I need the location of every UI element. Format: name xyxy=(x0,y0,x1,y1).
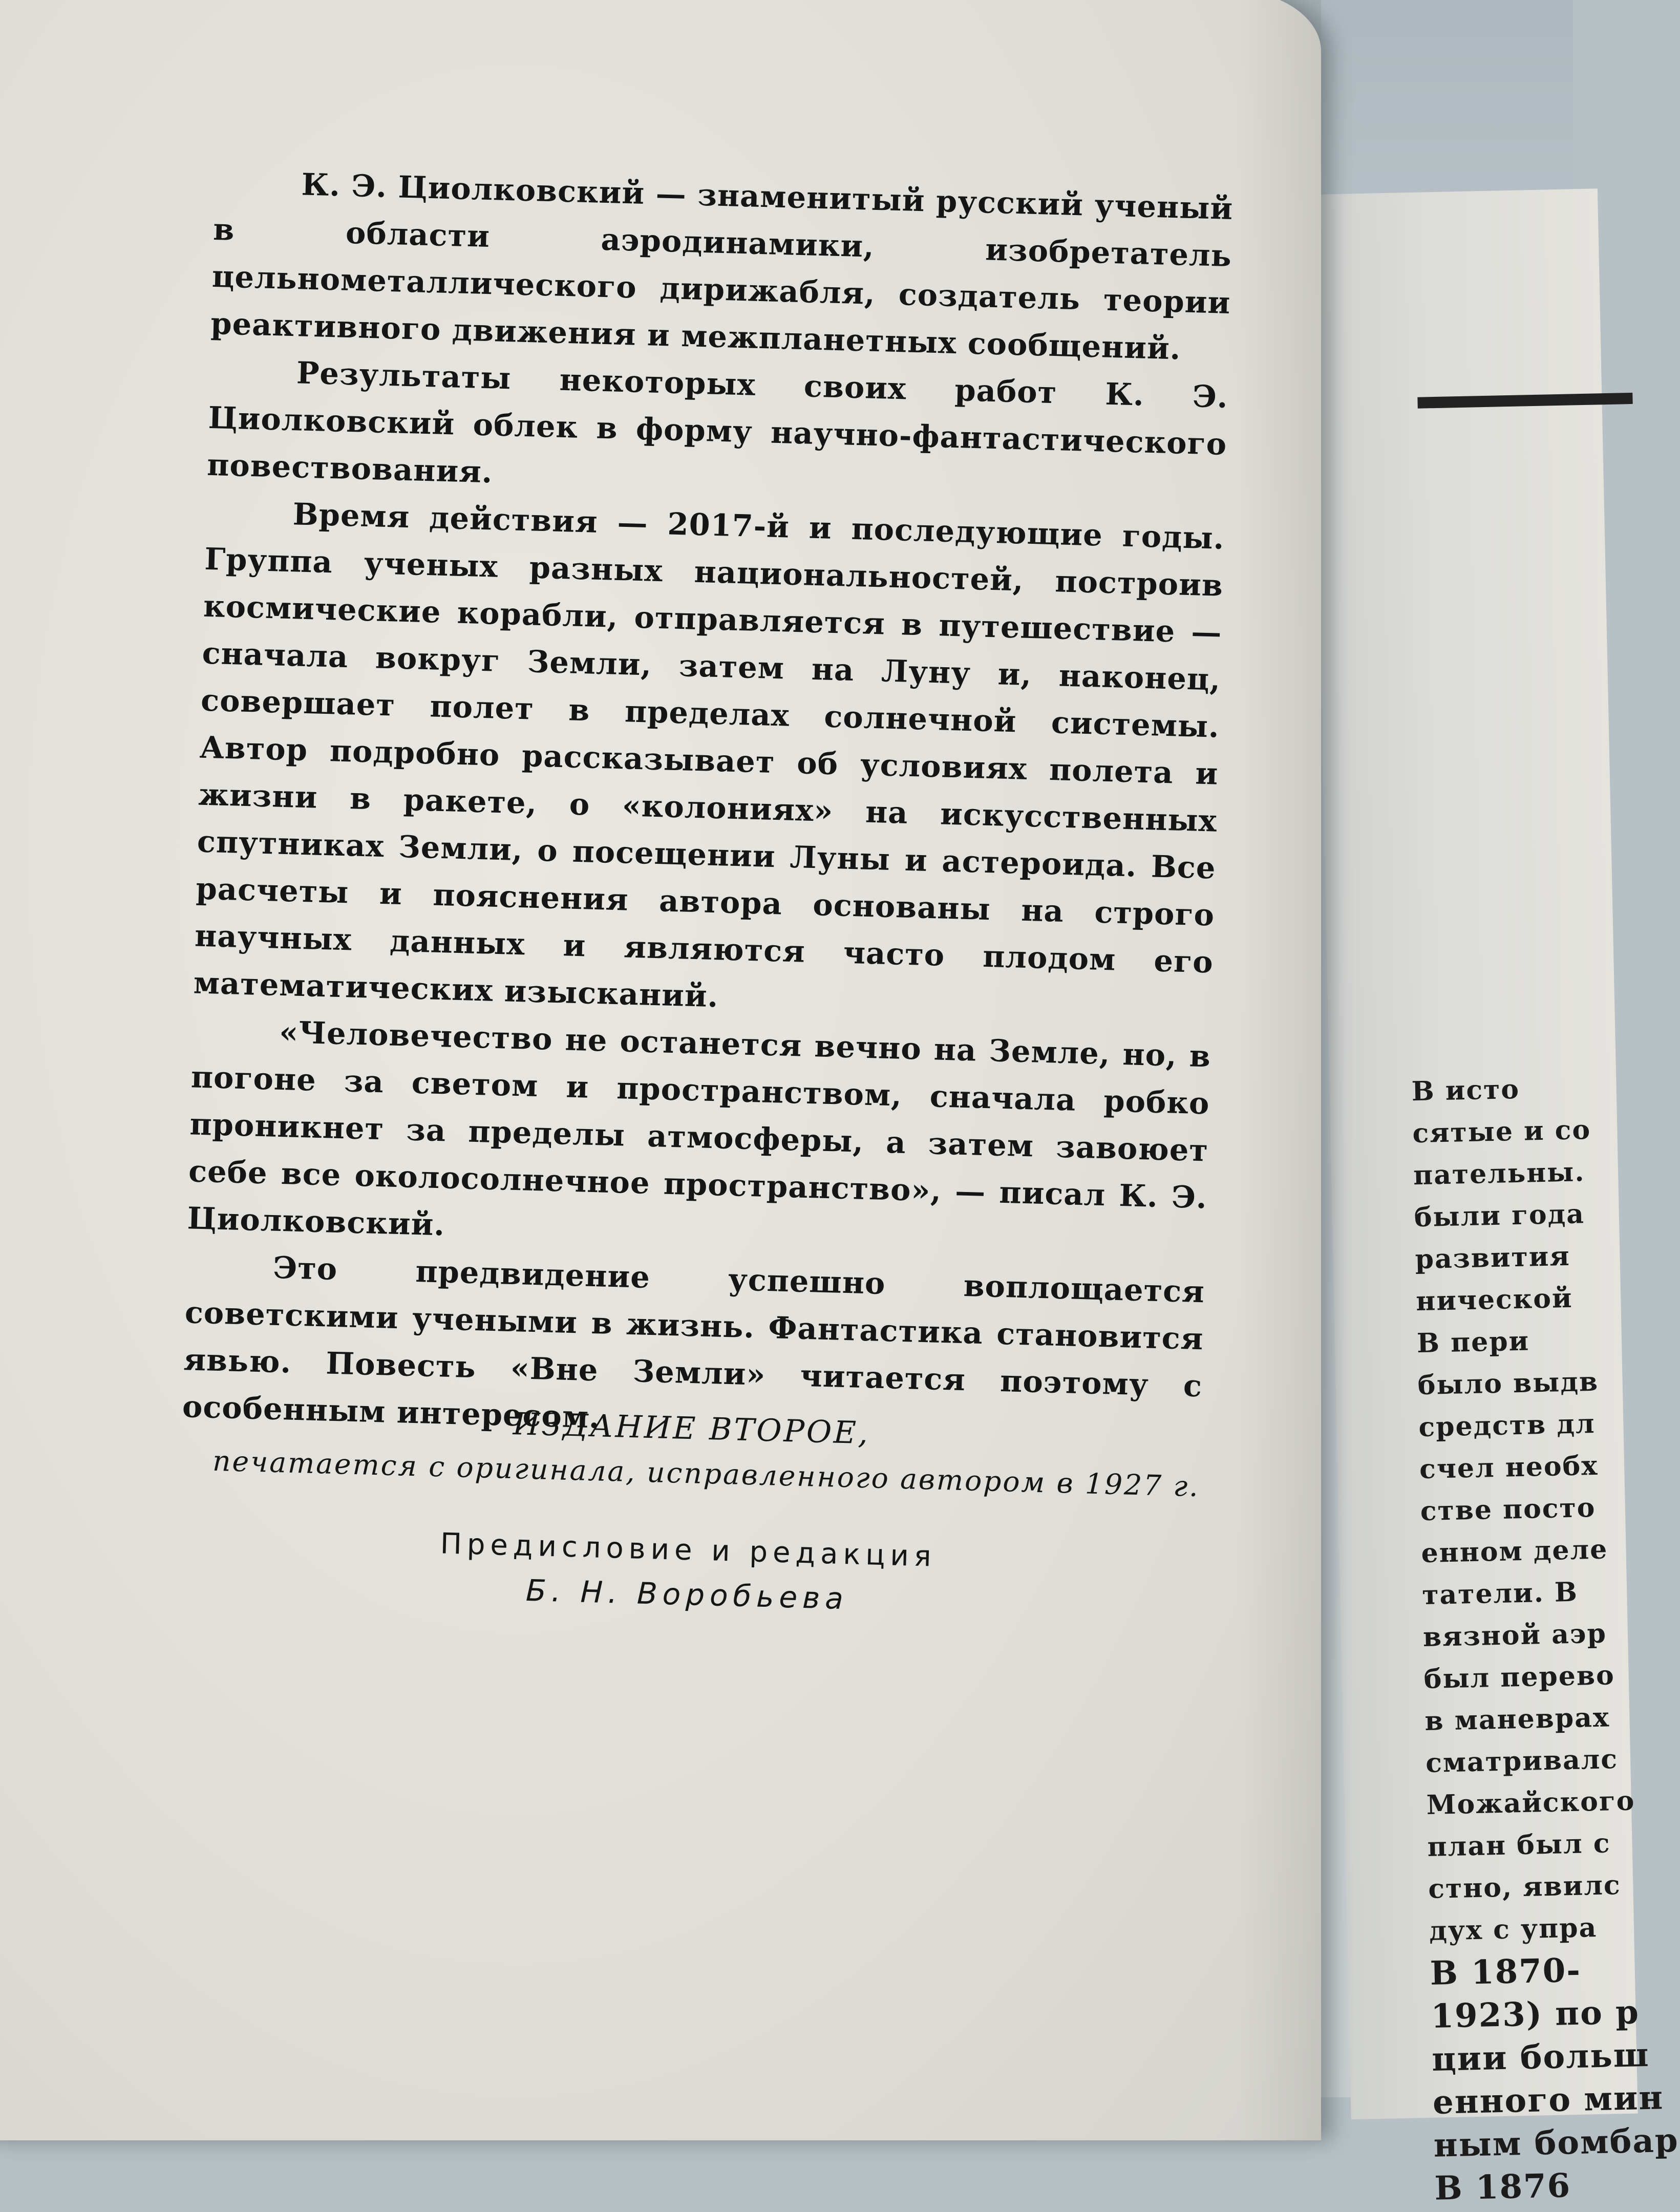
preface-label: Предисловие и редакция xyxy=(439,1527,937,1573)
paragraph-results: Результаты некоторых своих работ К. Э. Циолковский облек в форму научно-фантастического повествования. xyxy=(206,355,1229,490)
right-page-line: Можайского xyxy=(1426,1785,1635,1821)
right-page-line: енного мин xyxy=(1432,2078,1664,2122)
paragraph-quote: «Человечество не останется вечно на Земле, но, в погоне за светом и пространством, сначала робко проникнет за пределы атмосферы, а затем завоюет себе все околосолнечное пространство», — писал К. Э. Циолковский. xyxy=(186,1014,1211,1243)
header-rule xyxy=(1417,393,1632,409)
right-page-line: были года xyxy=(1414,1198,1585,1233)
right-page-line: стно, явилс xyxy=(1428,1869,1622,1905)
edition-note: печатается с оригинала, исправленного автором в 1927 г. xyxy=(212,1444,1200,1503)
right-page-text xyxy=(1411,1066,1680,2210)
right-page-line: вязной аэр xyxy=(1422,1618,1607,1653)
page-gutter-shadow xyxy=(1239,0,1321,2140)
edition-heading: ИЗДАНИЕ ВТОРОЕ, xyxy=(513,1406,870,1452)
right-page-line: счел необх xyxy=(1419,1450,1599,1485)
right-page-line: стве посто xyxy=(1420,1492,1596,1527)
paragraph-plot: Время действия — 2017-й и последующие годы. Группа ученых разных национальностей, построив космические корабли, отправляется в путешествие — сначала вокруг Земли, затем на Луну и, наконец, совершает полет в пределах солнечной системы. Автор подробно рассказывает об условиях полета и жизни в ракете, о «колониях» на искусственных спутниках Земли, о посещении Луны и астероида. Все расчеты и пояснения автора основаны на строго научных данных и являются часто плодом его математических изысканий. xyxy=(193,496,1225,1014)
right-page-line: В пери xyxy=(1416,1325,1530,1359)
right-page xyxy=(1311,188,1679,2208)
right-page-line: дух с упра xyxy=(1429,1912,1598,1947)
right-page-line: пательны. xyxy=(1413,1156,1586,1192)
right-page-line: план был с xyxy=(1427,1827,1611,1863)
paragraph-intro: К. Э. Циолковский — знаменитый русский ученый в области аэродинамики, изобретатель цельнометаллического дирижабля, создатель теории реактивного движения и межпланетных сообщений. xyxy=(210,166,1234,367)
right-page-line: ции больш xyxy=(1431,2035,1650,2079)
right-page-line: ным бомбар xyxy=(1433,2121,1679,2165)
right-page-line: было выдв xyxy=(1417,1366,1599,1401)
right-page-line: енном деле xyxy=(1420,1534,1608,1569)
right-page-line: нической xyxy=(1415,1282,1573,1317)
right-page-line: 1923) по р xyxy=(1430,1993,1640,2036)
right-page-line: в маневрах xyxy=(1424,1701,1610,1737)
right-page-line: был перево xyxy=(1423,1660,1615,1695)
paragraph-conclusion: Это предвидение успешно воплощается советскими учеными в жизнь. Фантастика становится явью. Повесть «Вне Земли» читается поэтому с особенным интересом. xyxy=(182,1249,1205,1435)
editor-name: Б. Н. Воробьева xyxy=(525,1572,849,1617)
right-page-line: развития xyxy=(1414,1240,1571,1275)
right-page-line: средств дл xyxy=(1418,1408,1596,1443)
right-page-line: В 1870- xyxy=(1430,1951,1582,1993)
right-page-line: В исто xyxy=(1411,1073,1520,1108)
right-page-line: татели. В xyxy=(1421,1576,1579,1611)
annotation-text-block xyxy=(182,159,1234,1617)
right-page-line: сматривалс xyxy=(1425,1743,1619,1779)
right-page-line: сятые и со xyxy=(1412,1114,1591,1150)
right-page-line: В 1876 xyxy=(1434,2166,1571,2208)
